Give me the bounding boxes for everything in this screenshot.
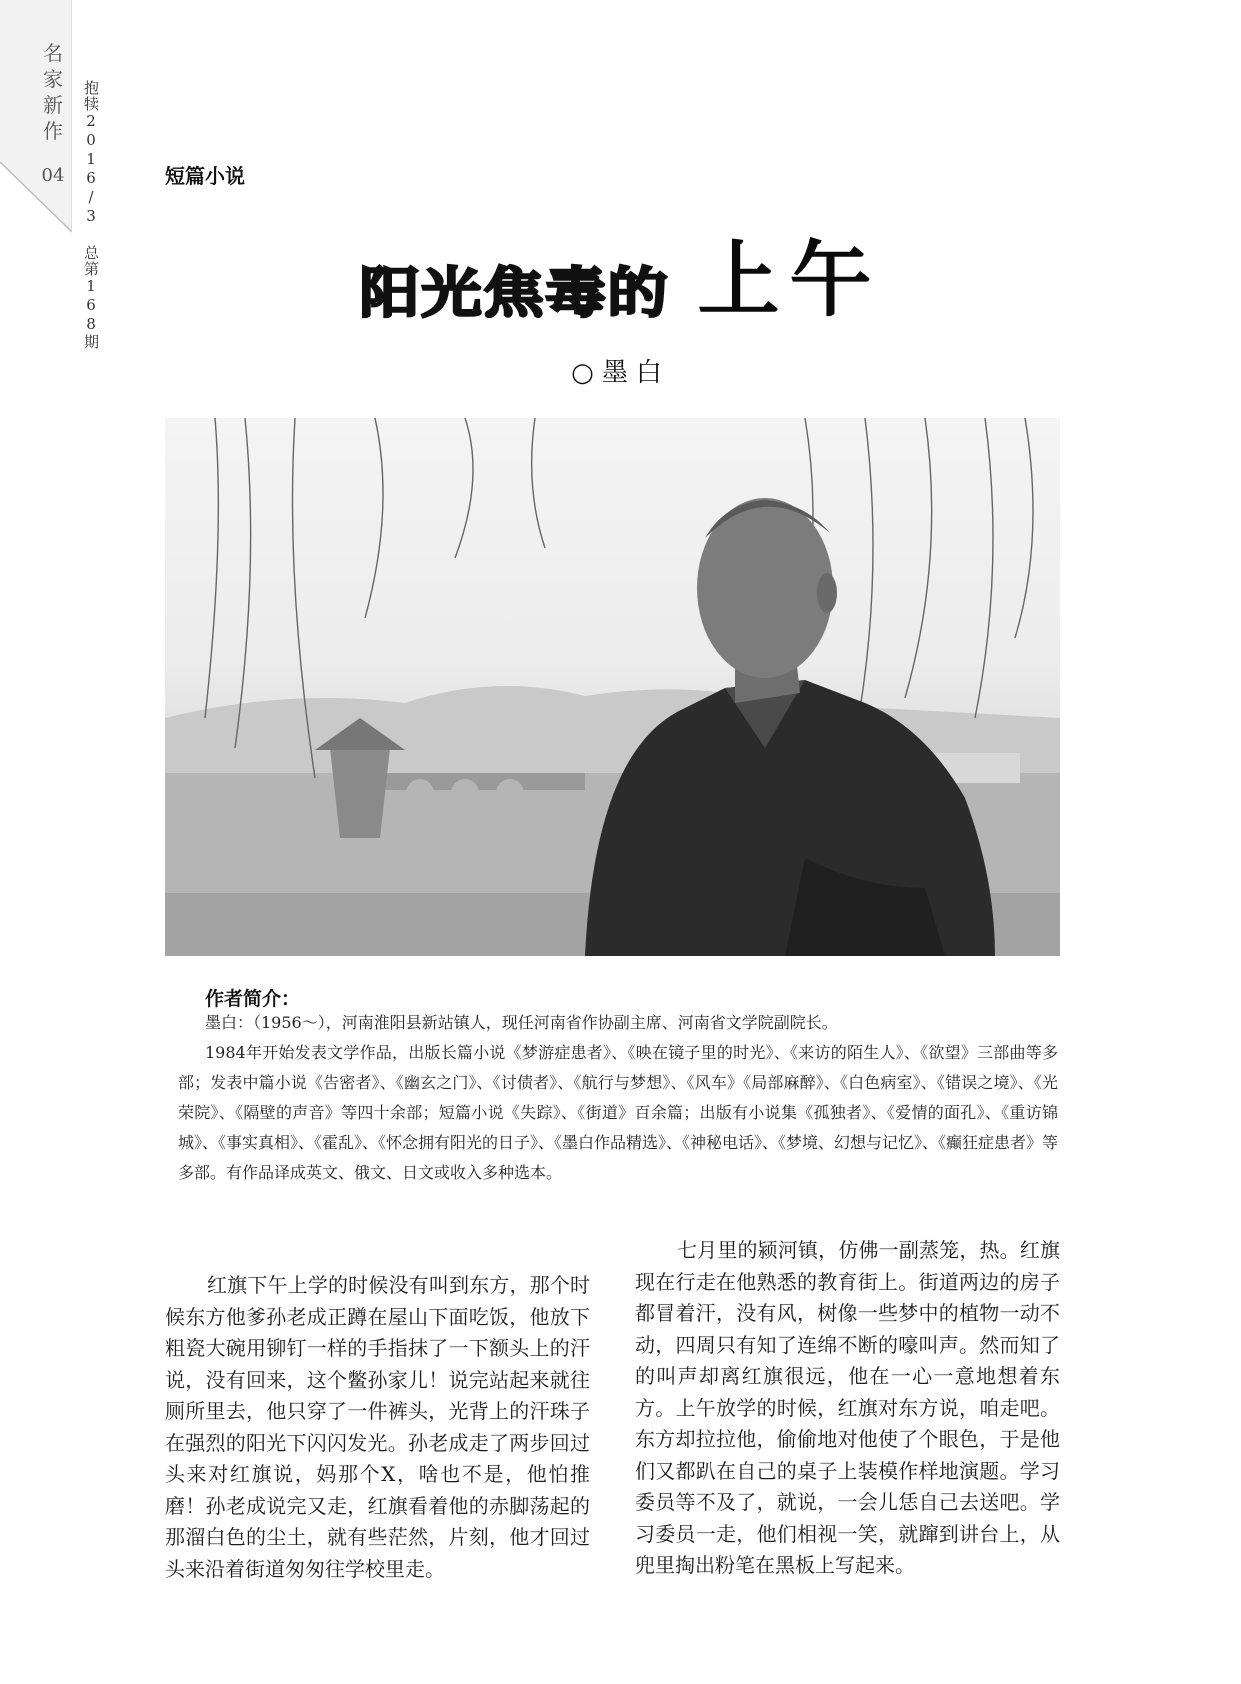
byline: ○墨白 <box>571 358 670 388</box>
bio-paragraph: 1984年开始发表文学作品，出版长篇小说《梦游症患者》、《映在镜子里的时光》、《来访的陌生人》、《欲望》三部曲等多部；发表中篇小说《告密者》、《幽玄之门》、《讨债者》、《航行与梦想》、《风车》《局部麻醉》、《白色病室》、《错误之境》、《光荣院》、《隔壁的声音》等四十余部；短篇小说《失踪》、《街道》百余篇；出版有小说集《孤独者》、《爱情的面孔》、《重访锦城》、《事实真相》、《霍乱》、《怀念拥有阳光的日子》、《墨白作品精选》、《神秘电话》、《梦境、幻想与记忆》、《癫狂症患者》等多部。有作品译成英文、俄文、日文或收入多种选本。 <box>178 1043 1059 1182</box>
section-label: 短篇小说 <box>165 164 245 188</box>
column-label: 名家新作 <box>43 41 63 143</box>
page-number: 04 <box>41 165 65 186</box>
body-column-left <box>165 1270 590 1585</box>
article-title <box>0 215 1241 328</box>
bio-heading: 作者简介： <box>205 988 301 1010</box>
body-paragraph: 七月里的颍河镇，仿佛一副蒸笼，热。红旗现在行走在他熟悉的教育街上。街道两边的房子都冒着汗，没有风，树像一些梦中的植物一动不动，四周只有知了连绵不断的嚎叫声。然而知了的叫声却离红旗很远，他在一心一意地想着东方。上午放学的时候，红旗对东方说，咱走吧。东方却拉拉他，偷偷地对他使了个眼色，于是他们又都趴在自己的桌子上装模作样地演题。学习委员等不及了，就说，一会儿恁自己去送吧。学习委员一走，他们相视一笑，就蹿到讲台上，从兜里掏出粉笔在黑板上写起来。 <box>635 1238 1060 1577</box>
title-solid-part: 上午 <box>697 233 882 328</box>
bio-paragraph: 墨白：（1956～），河南淮阳县新站镇人，现任河南省作协副主席、河南省文学院副院长。 <box>205 1013 838 1032</box>
body-paragraph: 红旗下午上学的时候没有叫到东方，那个时候东方他爹孙老成正蹲在屋山下面吃饭，他放下粗瓷大碗用铆钉一样的手指抹了一下额头上的汗说，没有回来，这个鳖孙家儿！说完站起来就往厕所里去，他只穿了一件裤头，光背上的汗珠子在强烈的阳光下闪闪发光。孙老成走了两步回过头来对红旗说，妈那个X，啥也不是，他怕推磨！孙老成说完又走，红旗看着他的赤脚荡起的那溜白色的尘土，就有些茫然，片刻，他才回过头来沿着街道匆匆往学校里走。 <box>165 1273 590 1581</box>
issue-info: 抱犊2016/3 总第168期 <box>82 80 100 350</box>
title-outline-part: 阳光焦毒的 <box>359 262 670 325</box>
body-column-right <box>635 1235 1060 1582</box>
author-photo <box>165 418 1060 956</box>
portrait-illustration <box>165 418 1060 956</box>
author-bio <box>178 1008 1058 1188</box>
